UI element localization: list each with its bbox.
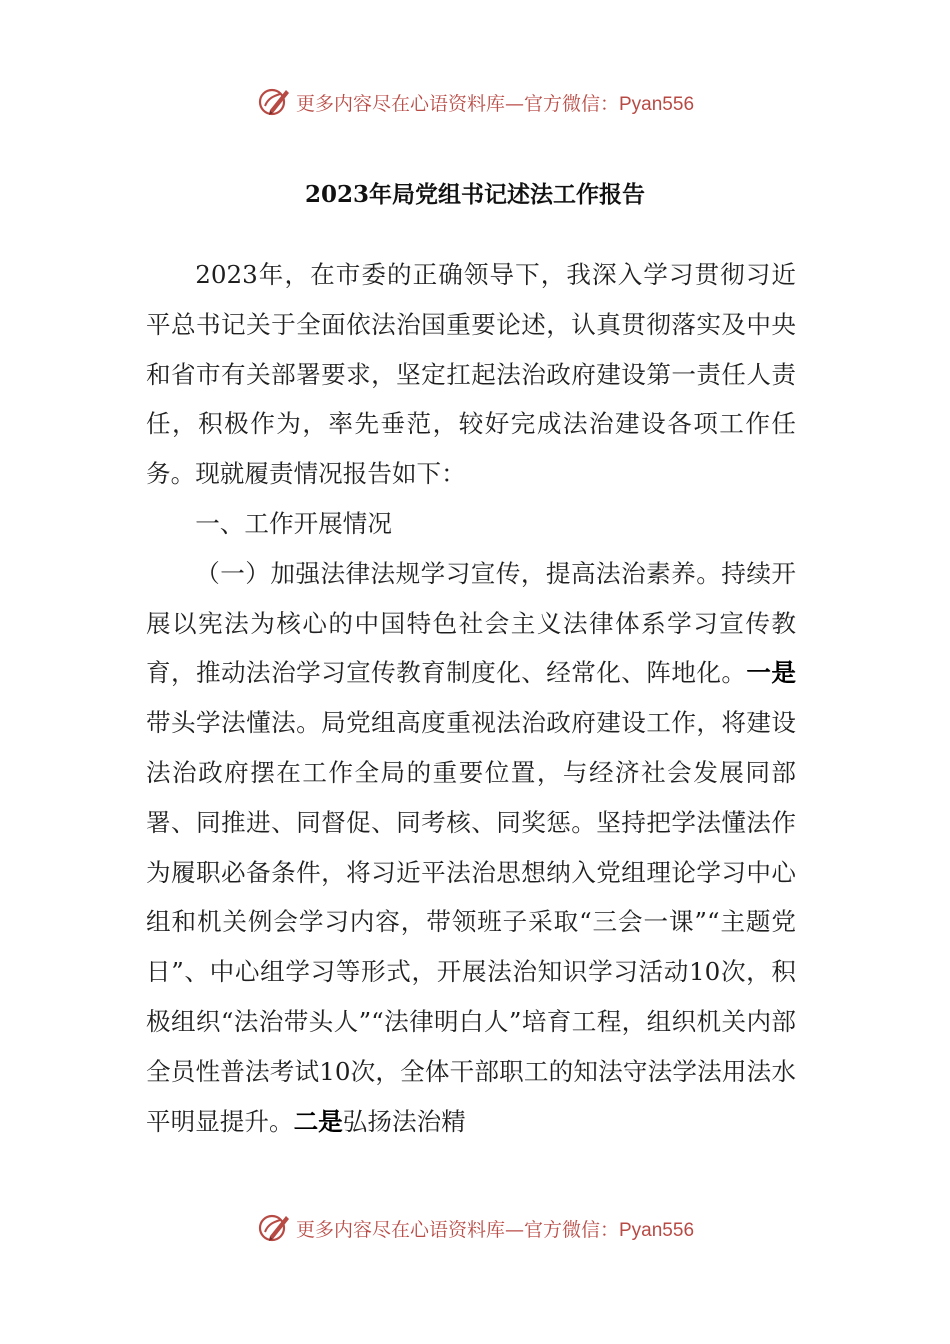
emphasis-first: 一是 (746, 658, 796, 688)
section-heading: 一、工作开展情况 (195, 508, 392, 538)
watermark-banner-top (0, 82, 950, 122)
watermark-banner-bottom (0, 1208, 950, 1248)
document-title: 2023年局党组书记述法工作报告 (304, 181, 645, 208)
paragraph-section-1: （一）加强法律法规学习宣传，提高法治素养。持续开展以宪法为核心的中国特色社会主义法律体系学习宣传教育，推动法治学习宣传教育制度化、经常化、阵地化。一是带头学法懂法。局党组高度重视法治政府建设工作，将建设法治政府摆在工作全局的重要位置，与经济社会发展同部署、同推进、同督促、同考核、同奖惩。坚持把学法懂法作为履职必备条件，将习近平法治思想纳入党组理论学习中心组和机关例会学习内容，带领班子采取“三会一课”“主题党日”、中心组学习等形式，开展法治知识学习活动10次，积极组织“法治带头人”“法律明白人”培育工程，组织机关内部全员性普法考试10次，全体干部职工的知法守法学法用法水平明显提升。二是弘扬法治精 (146, 558, 796, 1136)
watermark-text: 更多内容尽在心语资料库—官方微信：Pyan556 (295, 92, 695, 115)
emphasis-second: 二是 (293, 1106, 343, 1136)
pen-logo-icon (256, 84, 292, 120)
pen-logo-icon (256, 1210, 292, 1246)
document-body (146, 250, 796, 1146)
paragraph-intro: 2023年，在市委的正确领导下，我深入学习贯彻习近平总书记关于全面依法治国重要论述，认真贯彻落实及中央和省市有关部署要求，坚定扛起法治政府建设第一责任人责任，积极作为，率先垂范，较好完成法治建设各项工作任务。现就履责情况报告如下： (146, 260, 796, 489)
watermark-text: 更多内容尽在心语资料库—官方微信：Pyan556 (295, 1218, 695, 1241)
